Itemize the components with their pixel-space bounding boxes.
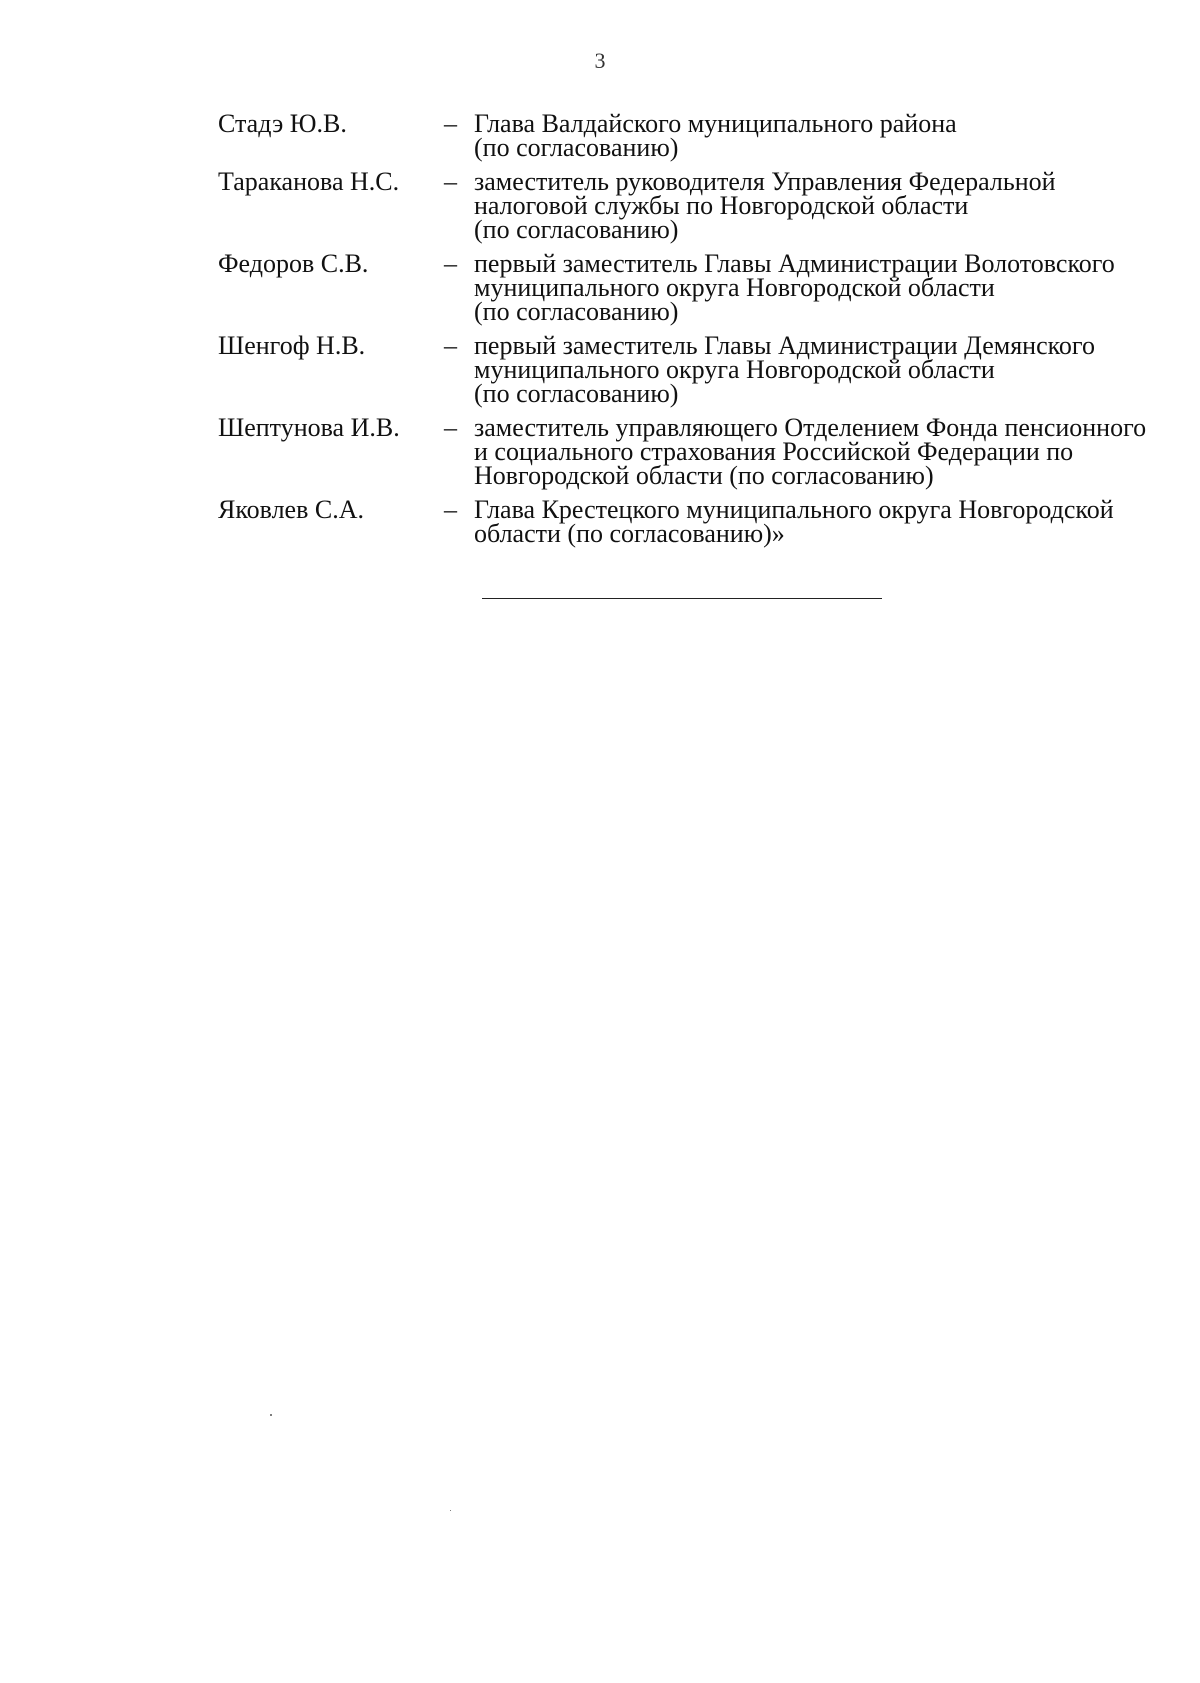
member-row (218, 109, 1158, 162)
member-name: Федоров С.В. (218, 249, 369, 278)
scan-speck (270, 1414, 272, 1416)
member-dash: – (444, 413, 457, 442)
member-name: Тараканова Н.С. (218, 167, 400, 196)
end-of-list-rule (482, 598, 882, 599)
member-dash: – (444, 167, 457, 196)
member-position: заместитель управляющего Отделением Фонда пенсионного и социального страхования Российской Федерации по Новгородской области (по согласованию) (474, 413, 1147, 490)
member-dash: – (444, 495, 457, 524)
member-position: Глава Валдайского муниципального района (по согласованию) (474, 109, 957, 162)
scan-speck (450, 1510, 451, 1511)
member-position: заместитель руководителя Управления Федеральной налоговой службы по Новгородской области (по согласованию) (474, 167, 1056, 244)
member-dash: – (444, 249, 457, 278)
members-list (218, 109, 1158, 556)
member-row (218, 249, 1158, 326)
member-name: Яковлев С.А. (218, 495, 364, 524)
page-number: 3 (594, 48, 606, 73)
member-position: первый заместитель Главы Администрации Волотовского муниципального округа Новгородской области (по согласованию) (474, 249, 1115, 326)
member-dash: – (444, 331, 457, 360)
member-row (218, 495, 1158, 548)
member-name: Шептунова И.В. (218, 413, 400, 442)
member-position: Глава Крестецкого муниципального округа Новгородской области (по согласованию)» (474, 495, 1114, 548)
member-row (218, 413, 1158, 490)
member-name: Стадэ Ю.В. (218, 109, 347, 138)
member-dash: – (444, 109, 457, 138)
member-row (218, 167, 1158, 244)
member-row (218, 331, 1158, 408)
member-name: Шенгоф Н.В. (218, 331, 366, 360)
member-position: первый заместитель Главы Администрации Демянского муниципального округа Новгородской области (по согласованию) (474, 331, 1095, 408)
